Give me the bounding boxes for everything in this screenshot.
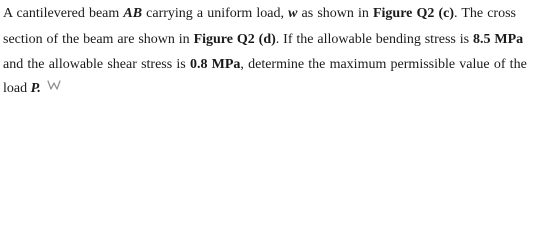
allowable-shear-stress: 0.8 MPa [189,57,241,72]
load-label: P. [30,81,41,96]
text-segment: as shown in [297,6,373,21]
load-symbol: w [288,6,298,21]
text-segment: and the allowable shear stress is [3,57,190,72]
beam-label: AB [123,6,143,21]
text-line-3 [3,57,527,73]
text-segment: . If the allowable bending stress is [275,32,473,47]
figure-reference-d: Figure Q2 (d) [193,32,276,47]
text-segment: section of the beam are shown in [3,32,194,47]
text-line-1 [3,6,516,22]
text-segment: , determine the maximum permissible value of the [240,57,527,72]
text-segment: load [3,81,31,96]
text-line-4 [3,81,61,97]
handwritten-w-icon [47,79,61,95]
allowable-bending-stress: 8.5 MPa [472,32,524,47]
text-segment: A cantilevered beam [3,6,124,21]
figure-reference-c: Figure Q2 (c) [372,6,454,21]
text-segment: . The cross [454,6,516,21]
text-line-2 [3,32,523,48]
text-segment: carrying a uniform load, [142,6,289,21]
